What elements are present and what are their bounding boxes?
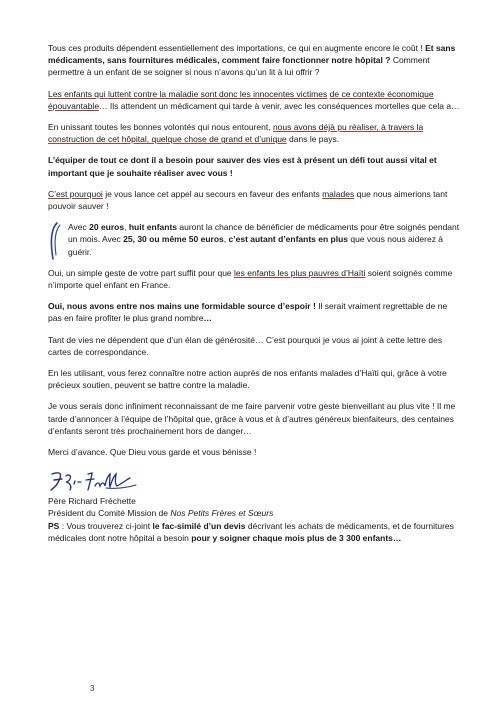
text: que vous nous aiderez à guérir. (68, 234, 444, 257)
text: décrivant les achats de médicaments, et de fournitures médicales dont notre hôpital a besoin (48, 520, 454, 543)
text: je vous lance cet appel au secours en faveur des enfants (105, 188, 320, 199)
underlined-text: C’est pourquoi (48, 188, 103, 199)
paragraph-thanks (48, 446, 460, 458)
paragraph-victims (48, 88, 460, 112)
text: que nous aimerions tant pouvoir sauver ! (48, 188, 448, 212)
page-number: 3 (90, 684, 95, 693)
text: soient soignés comme n’importe quel enfant en France. (48, 267, 453, 291)
underlined-text: nous avons déjà pu réaliser, à travers la construction de cet hôpital, quelque chose de grand et d’unique (48, 122, 424, 145)
text: En unissant toutes les bonnes volontés qui nous entourent, (48, 122, 271, 133)
signature-block (48, 468, 460, 519)
paragraph-appeal (48, 188, 460, 212)
paragraph-action (48, 367, 460, 391)
bold-text: pour y soigner chaque mois plus de 3 300 enfants… (191, 532, 402, 543)
paragraph-imports (48, 42, 460, 79)
hand-drawn-bracket-icon (48, 221, 62, 261)
bold-text: le fac-similé d’un devis (152, 520, 246, 531)
signatory-name: Père Richard Fréchette (48, 496, 136, 507)
text: Il serait vraiment regrettable de ne pas en faire profiter le plus grand nombre (48, 301, 448, 324)
underlined-text: les enfants les plus pauvres d’Haïti (234, 267, 366, 278)
bold-text: Et sans médicaments, sans fournitures médicales, comment faire fonctionner notre hôpital ? (48, 43, 456, 66)
ps-label: PS (48, 520, 60, 531)
text: , (124, 222, 127, 233)
paragraph-gesture (48, 267, 460, 291)
text: Avec (68, 222, 87, 233)
text: Merci d’avance. Que Dieu vous garde et vous bénisse ! (48, 447, 257, 458)
signatory-role (48, 507, 460, 519)
postscript (48, 520, 460, 544)
text: dans le pays. (289, 134, 340, 145)
paragraph-hospital (48, 121, 460, 145)
text: auront la chance de bénéficier de médicaments pour être soignés pendant un mois. Avec (68, 222, 460, 245)
paragraph-hope (48, 300, 460, 324)
organization-name: Nos Petits Frères et Sœurs (170, 508, 274, 519)
underlined-text: malades (322, 188, 355, 199)
bold-text: c’est autant d’enfants en plus (228, 234, 349, 245)
bold-text: Oui, nous avons entre nos mains une formidable source d’espoir ! (48, 301, 316, 312)
text: Je vous serais donc infiniment reconnaissant de me faire parvenir votre geste bienveillant au plus vite ! Il me tarde d’annoncer à l’équipe de l’hôpital que, grâce à vous et à d’autres généreux bienfaiteurs, des centaines d’enfants seront très prochainement hors de danger… (48, 401, 456, 436)
handwritten-signature-icon (48, 468, 143, 494)
text: En les utilisant, vous ferez connaître notre action auprès de nos enfants malades d’Haïti qui, grâce à votre précieux soutien, peuvent se battre contre la maladie. (48, 368, 447, 391)
text: Président du Comité Mission de (48, 508, 169, 519)
text: Comment permettre à un enfant de se soigner si nous n’avons qu’un lit à lui offrir ? (48, 55, 430, 78)
text: , (223, 234, 227, 245)
text: : Vous trouverez ci-joint (61, 520, 151, 531)
bold-text: 25, 30 ou même 50 euros (123, 234, 224, 245)
text: Tant de vies ne dépendent que d’un élan de générosité… C’est pourquoi je vous ai joint à cette lettre des cartes de correspondance. (48, 334, 443, 357)
bold-text: L’équiper de tout ce dont il a besoin pour sauver des vies est à présent un défi tout aussi vital et important que je souhaite réaliser avec vous ! (48, 155, 437, 178)
underlined-text: Les enfants qui luttent contre la maladie sont donc les innocentes victimes (48, 88, 328, 99)
bold-text: huit enfants (128, 222, 178, 233)
donation-callout (48, 221, 460, 258)
paragraph-challenge (48, 154, 460, 178)
underlined-text: de ce contexte économique épouvantable (48, 88, 434, 111)
bold-text: 20 euros (89, 222, 125, 233)
text: … Ils attendent un médicament qui tarde à venir, avec les conséquences mortelles que cela a… (99, 100, 460, 111)
paragraph-cards (48, 334, 460, 358)
bold-text: … (203, 313, 212, 324)
paragraph-gratitude (48, 400, 460, 437)
text: Tous ces produits dépendent essentiellement des importations, ce qui en augmente encore le coût ! (48, 43, 423, 53)
text: Oui, un simple geste de votre part suffit pour que (48, 267, 232, 278)
